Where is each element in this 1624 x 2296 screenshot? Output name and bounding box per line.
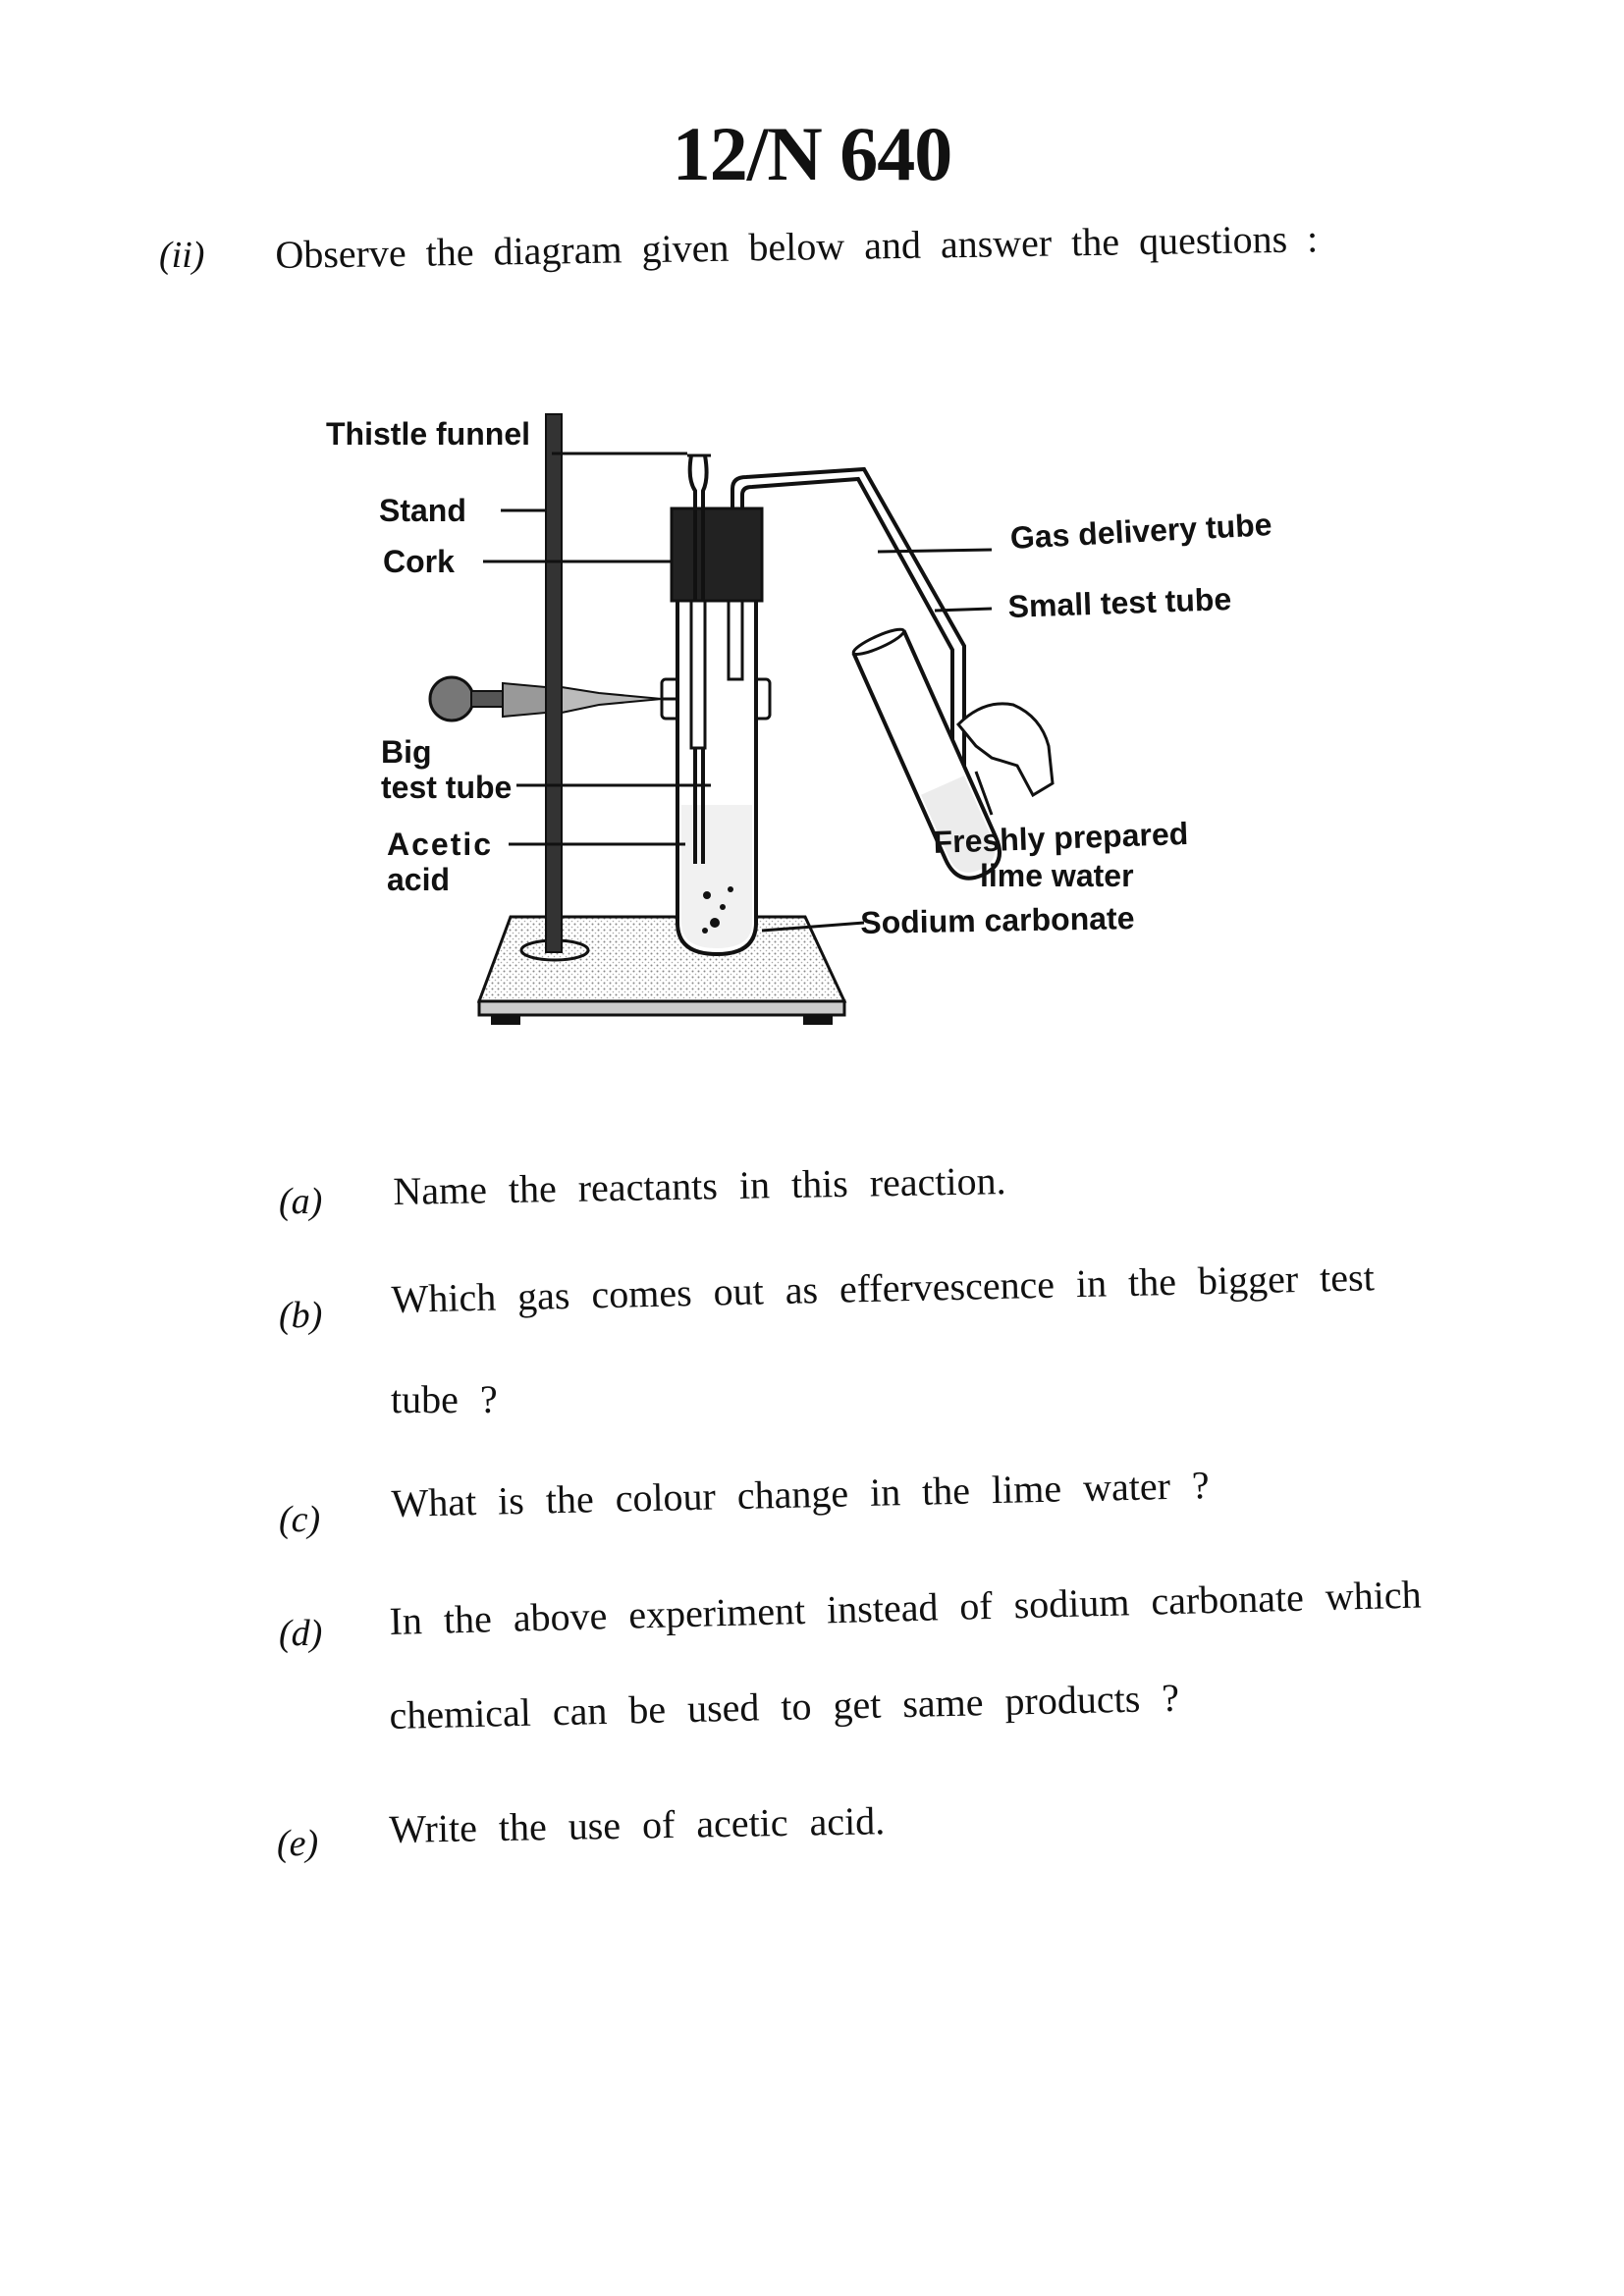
label-small-test-tube: Small test tube — [1007, 581, 1232, 624]
subquestion-c-letter: (c) — [279, 1499, 321, 1540]
subquestion-d-text-line1: In the above experiment instead of sodium carbonate which — [389, 1572, 1423, 1643]
label-big-test-tube-line1: Big — [381, 734, 432, 770]
subquestion-b-letter: (b) — [279, 1295, 323, 1336]
subquestion-e-text: Write the use of acetic acid. — [389, 1798, 886, 1851]
label-sodium-carbonate: Sodium carbonate — [860, 900, 1135, 940]
paper-code: 12/N 640 — [672, 111, 952, 196]
label-gas-delivery-tube: Gas delivery tube — [1009, 507, 1273, 556]
subquestion-a-text: Name the reactants in this reaction. — [393, 1158, 1006, 1213]
subquestion-e-letter: (e) — [277, 1823, 319, 1864]
subquestion-d-letter: (d) — [279, 1613, 323, 1654]
apparatus-diagram — [314, 393, 1273, 1041]
question-intro: Observe the diagram given below and answer the questions : — [275, 216, 1319, 277]
subquestion-c-text: What is the colour change in the lime water ? — [391, 1463, 1211, 1525]
label-thistle-funnel: Thistle funnel — [326, 416, 530, 452]
label-acetic-acid-line1: Acetic — [387, 827, 494, 862]
subquestion-a-letter: (a) — [279, 1181, 323, 1222]
label-cork: Cork — [383, 544, 455, 579]
label-lime-water-line1: Freshly prepared — [933, 815, 1189, 860]
label-acetic-acid-line2: acid — [387, 862, 451, 897]
subquestion-d-text-line2: chemical can be used to get same products ? — [389, 1675, 1180, 1737]
label-stand: Stand — [379, 493, 466, 528]
cork — [672, 508, 762, 601]
apparatus-drawing — [314, 393, 1237, 1041]
label-lime-water-line2: lime water — [980, 858, 1134, 893]
label-big-test-tube-line2: test tube — [381, 770, 513, 805]
stand-base — [479, 917, 844, 1025]
stand-rod — [546, 414, 562, 952]
subquestion-b-text-line1: Which gas comes out as effervescence in the bigger test — [391, 1255, 1376, 1321]
question-number: (ii) — [159, 235, 205, 276]
subquestion-b-text-line2: tube ? — [391, 1377, 498, 1421]
